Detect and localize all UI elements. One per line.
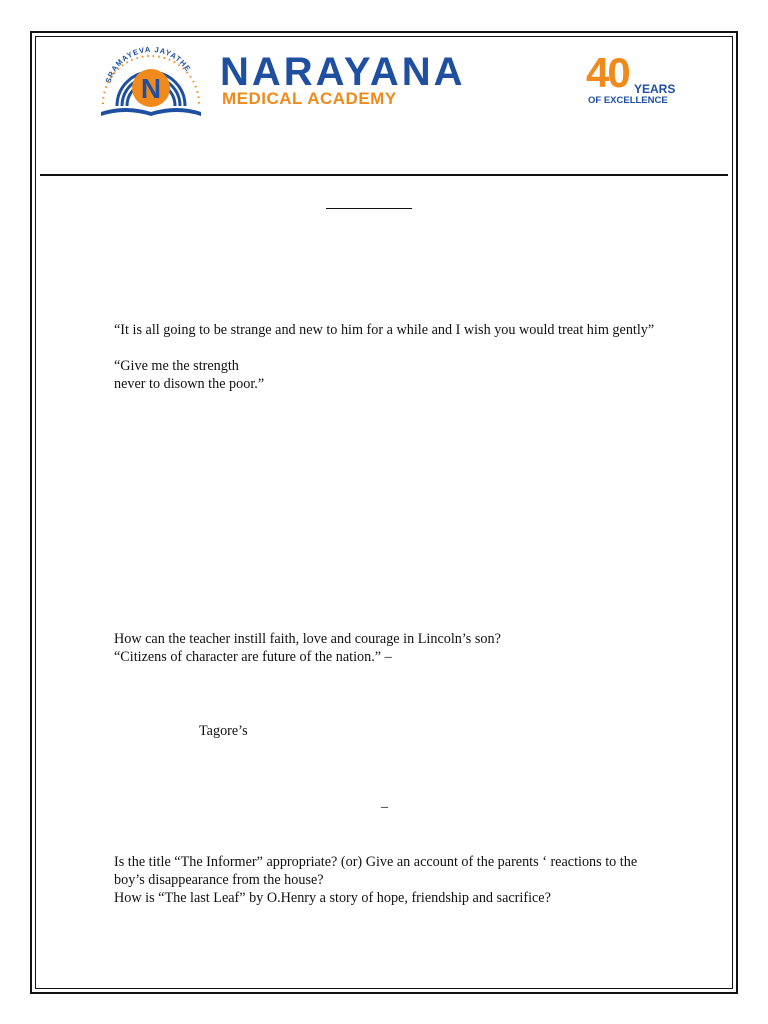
anniversary-tagline: OF EXCELLENCE (588, 95, 668, 106)
question-6-line-1: Is the title “The Informer” appropriate? (or) Give an account of the parents ‘ reactions to the (114, 854, 638, 870)
dash-marker: – (381, 799, 389, 815)
anniversary-label: YEARS (634, 82, 676, 96)
question-7: How is “The last Leaf” by O.Henry a story of hope, friendship and sacrifice? (114, 890, 551, 906)
emblem-letter: N (140, 73, 162, 104)
brand-subtitle: MEDICAL ACADEMY (222, 89, 397, 108)
anniversary-badge (586, 49, 686, 108)
page-border-inner (35, 36, 733, 989)
title-underline (326, 208, 412, 209)
header-divider (40, 174, 728, 176)
question-2-line-2: never to disown the poor.” (114, 376, 265, 392)
narayana-logo (95, 42, 595, 122)
brand-name: NARAYANA (220, 50, 466, 94)
question-6-line-2: boy’s disappearance from the house? (114, 872, 324, 888)
question-5: Tagore’s (199, 723, 248, 739)
anniversary-number: 40 (586, 49, 629, 96)
narayana-emblem-icon (95, 42, 207, 118)
question-4: “Citizens of character are future of the nation.” – (114, 649, 392, 665)
question-3: How can the teacher instill faith, love and courage in Lincoln’s son? (114, 631, 501, 647)
question-1: “It is all going to be strange and new to him for a while and I wish you would treat him gently” (114, 322, 655, 338)
question-2-line-1: “Give me the strength (114, 358, 239, 374)
emblem-motto: SRAMAYEVA JAYATHE (103, 44, 193, 85)
